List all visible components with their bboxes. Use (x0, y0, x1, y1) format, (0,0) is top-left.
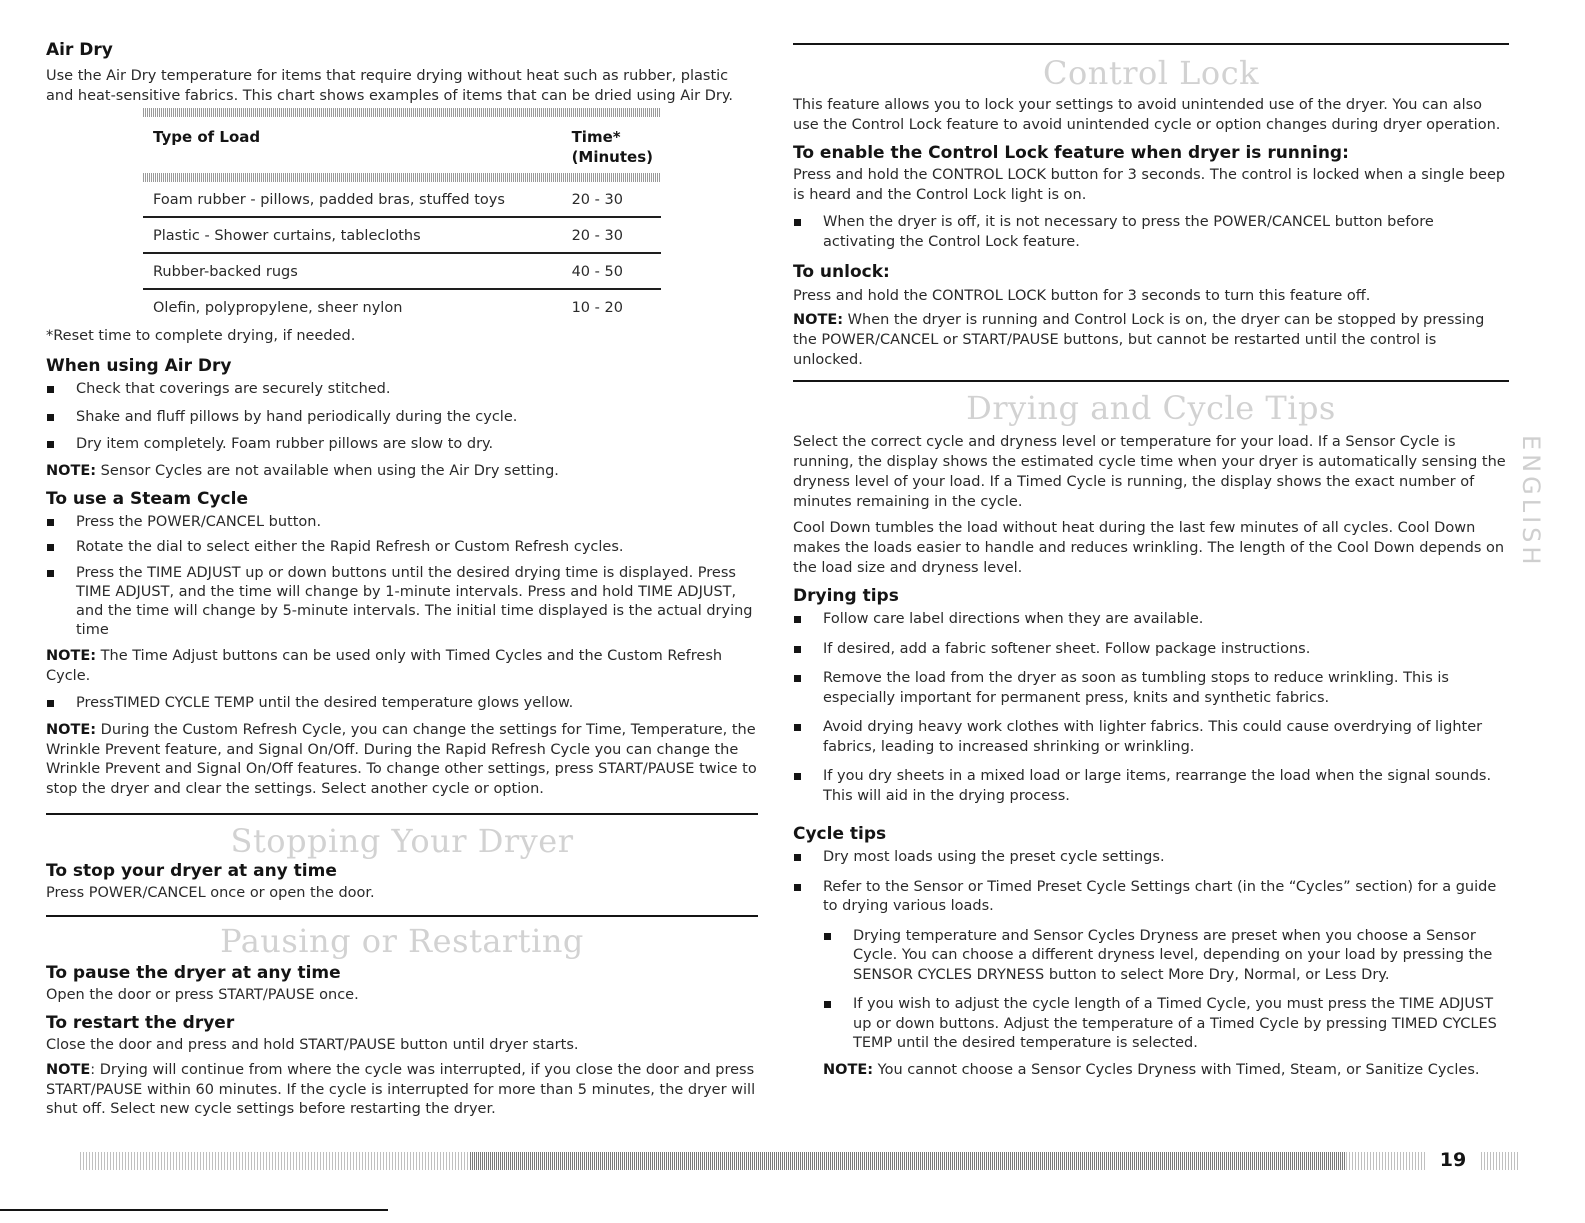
footer-hatch-bar-dark (470, 1152, 1345, 1170)
drying-tips-list (793, 610, 1509, 806)
table-row (143, 182, 661, 217)
section-divider (793, 380, 1509, 382)
when-using-heading: When using Air Dry (46, 356, 232, 376)
air-dry-table (143, 117, 661, 324)
list-item: Press the POWER/CANCEL button. (46, 513, 758, 533)
table-header-time-unit: (Minutes) (571, 148, 653, 166)
steam-note-1 (46, 646, 758, 686)
stop-heading: To stop your dryer at any time (46, 861, 337, 881)
restart-text: Close the door and press and hold START/PAUSE button until dryer starts. (46, 1037, 579, 1053)
tips-title: Drying and Cycle Tips (966, 389, 1336, 427)
right-column (793, 0, 1509, 1080)
pause-text: Open the door or press START/PAUSE once. (46, 987, 359, 1003)
table-cell-load: Plastic - Shower curtains, tablecloths (143, 217, 562, 253)
list-item: When the dryer is off, it is not necessary to press the POWER/CANCEL button before activating the Control Lock feature. (793, 213, 1509, 252)
note-text: You cannot choose a Sensor Cycles Dryness with Timed, Steam, or Sanitize Cycles. (873, 1061, 1480, 1078)
table-cell-time: 40 - 50 (562, 253, 661, 289)
list-item: Rotate the dial to select either the Rapid Refresh or Custom Refresh cycles. (46, 538, 758, 558)
language-side-tab: ENGLISH (1517, 435, 1545, 569)
list-item: Press the TIME ADJUST up or down buttons until the desired drying time is displayed. Press TIME ADJUST, and the time will change by 1-minute intervals. Press and hold TIME ADJUST, and the time will change by 5-minute intervals. The initial time displayed is the actual drying time (46, 564, 758, 640)
steam-list (46, 513, 758, 640)
list-item: If you wish to adjust the cycle length of a Timed Cycle, you must press the TIME ADJUST up or down buttons. Adjust the temperature of a Timed Cycle by pressing TIMED CYCLES TEMP until the desired temperature is selected. (823, 995, 1509, 1054)
table-row (143, 289, 661, 324)
note-label: NOTE: (823, 1061, 874, 1078)
table-cell-load: Olefin, polypropylene, sheer nylon (153, 300, 403, 316)
enable-lock-text: Press and hold the CONTROL LOCK button for 3 seconds. The control is locked when a single beep is heard and the Control Lock light is on. (793, 167, 1506, 203)
list-item: Refer to the Sensor or Timed Preset Cycle Settings chart (in the “Cycles” section) for a guide to drying various loads. (793, 878, 1509, 917)
unlock-heading: To unlock: (793, 262, 890, 282)
note-label: NOTE: (46, 647, 97, 664)
list-item: Check that coverings are securely stitched. (46, 380, 758, 400)
table-top-hatch (143, 108, 661, 117)
air-dry-note (46, 461, 758, 481)
list-item: Drying temperature and Sensor Cycles Dryness are preset when you choose a Sensor Cycle. You can choose a different dryness level, depending on your load by pressing the SENSOR CYCLES DRYNESS button to select More Dry, Normal, or Less Dry. (823, 927, 1509, 986)
stop-text: Press POWER/CANCEL once or open the door. (46, 885, 375, 901)
table-row (143, 253, 661, 289)
list-item: Avoid drying heavy work clothes with lighter fabrics. This could cause overdrying of lighter fabrics, leading to increased shrinking or wrinkling. (793, 718, 1509, 757)
cycle-tips-note (823, 1060, 1509, 1080)
control-lock-title: Control Lock (1042, 54, 1259, 92)
cycle-tips-heading: Cycle tips (793, 824, 887, 844)
when-using-list (46, 380, 758, 455)
list-item: Shake and fluff pillows by hand periodically during the cycle. (46, 408, 758, 428)
table-cell-time: 20 - 30 (562, 217, 661, 253)
note-label: NOTE: (793, 312, 844, 328)
steam-heading: To use a Steam Cycle (46, 488, 248, 509)
steam-note-2 (46, 721, 758, 799)
list-item: Dry most loads using the preset cycle settings. (793, 848, 1509, 868)
table-header-load: Type of Load (153, 128, 261, 146)
table-cell-load: Foam rubber - pillows, padded bras, stuffed toys (143, 182, 562, 217)
enable-lock-heading: To enable the Control Lock feature when dryer is running: (793, 143, 1349, 163)
bottom-rule (0, 1209, 388, 1211)
list-item: If you dry sheets in a mixed load or large items, rearrange the load when the signal sounds. This will aid in the drying process. (793, 767, 1509, 806)
table-footnote: *Reset time to complete drying, if needed. (46, 328, 356, 344)
table-cell-time: 20 - 30 (562, 182, 661, 217)
tips-para-1: Select the correct cycle and dryness level or temperature for your load. If a Sensor Cycle is running, the display shows the estimated cycle time when your dryer is automatically sensing the dryness level of your load. If a Timed Cycle is running, the display shows the exact number of minutes remaining in the cycle. (793, 434, 1506, 510)
pausing-title: Pausing or Restarting (220, 922, 584, 960)
note-text: During the Custom Refresh Cycle, you can change the settings for Time, Temperature, the Wrinkle Prevent feature, and Signal On/Off. During the Rapid Refresh Cycle you can change the Wrinkle Prevent and Signal On/Off features. To change other settings, press START/PAUSE twice to stop the dryer and clear the settings. Select another cycle or option. (46, 722, 757, 797)
table-header-time (562, 117, 661, 173)
list-item: Follow care label directions when they are available. (793, 610, 1509, 630)
table-header-time-label: Time* (571, 128, 621, 146)
note-label: NOTE (46, 1062, 91, 1078)
restart-note (46, 1061, 758, 1120)
pause-heading: To pause the dryer at any time (46, 963, 341, 983)
note-text: The Time Adjust buttons can be used only with Timed Cycles and the Custom Refresh Cycle. (46, 647, 723, 684)
note-label: NOTE: (46, 462, 97, 479)
list-item: PressTIMED CYCLE TEMP until the desired temperature glows yellow. (46, 694, 758, 714)
tips-para-2: Cool Down tumbles the load without heat during the last few minutes of all cycles. Cool Down makes the loads easier to handle and reduces wrinkling. The length of the Cool Down depends on the load size and dryness level. (793, 520, 1505, 576)
table-cell-time: 10 - 20 (571, 300, 623, 316)
section-divider (793, 43, 1509, 45)
table-cell-load: Rubber-backed rugs (143, 253, 562, 289)
drying-tips-heading: Drying tips (793, 586, 899, 606)
table-row (143, 217, 661, 253)
note-text: : Drying will continue from where the cycle was interrupted, if you close the door and press START/PAUSE within 60 minutes. If the cycle is interrupted for more than 5 minutes, the dryer will shut off. Select new cycle settings before restarting the dryer. (46, 1062, 756, 1117)
control-lock-intro: This feature allows you to lock your settings to avoid unintended use of the dryer. You can also use the Control Lock feature to avoid unintended cycle or option changes during dryer operation. (793, 97, 1501, 133)
list-item: Remove the load from the dryer as soon as tumbling stops to reduce wrinkling. This is especially important for permanent press, knits and synthetic fabrics. (793, 669, 1509, 708)
list-item: Dry item completely. Foam rubber pillows are slow to dry. (46, 435, 758, 455)
note-label: NOTE: (46, 722, 97, 738)
restart-heading: To restart the dryer (46, 1013, 235, 1033)
air-dry-intro: Use the Air Dry temperature for items that require drying without heat such as rubber, plastic and heat-sensitive fabrics. This chart shows examples of items that can be dried using Air Dry. (46, 68, 733, 104)
section-divider (46, 813, 758, 815)
list-item: If desired, add a fabric softener sheet. Follow package instructions. (793, 640, 1509, 660)
note-text: When the dryer is running and Control Lock is on, the dryer can be stopped by pressing the POWER/CANCEL or START/PAUSE buttons, but cannot be restarted until the control is unlocked. (793, 312, 1485, 368)
left-column (46, 0, 758, 1120)
cycle-tips-list (793, 848, 1509, 1054)
air-dry-heading: Air Dry (46, 40, 113, 60)
page-number: 19 (1425, 1148, 1481, 1172)
unlock-text: Press and hold the CONTROL LOCK button for 3 seconds to turn this feature off. (793, 288, 1371, 304)
control-lock-note (793, 310, 1509, 370)
table-header-hatch (143, 173, 661, 182)
stopping-title: Stopping Your Dryer (230, 822, 574, 860)
table-header-row (143, 117, 661, 173)
note-text: Sensor Cycles are not available when using the Air Dry setting. (96, 462, 559, 479)
section-divider (46, 915, 758, 917)
